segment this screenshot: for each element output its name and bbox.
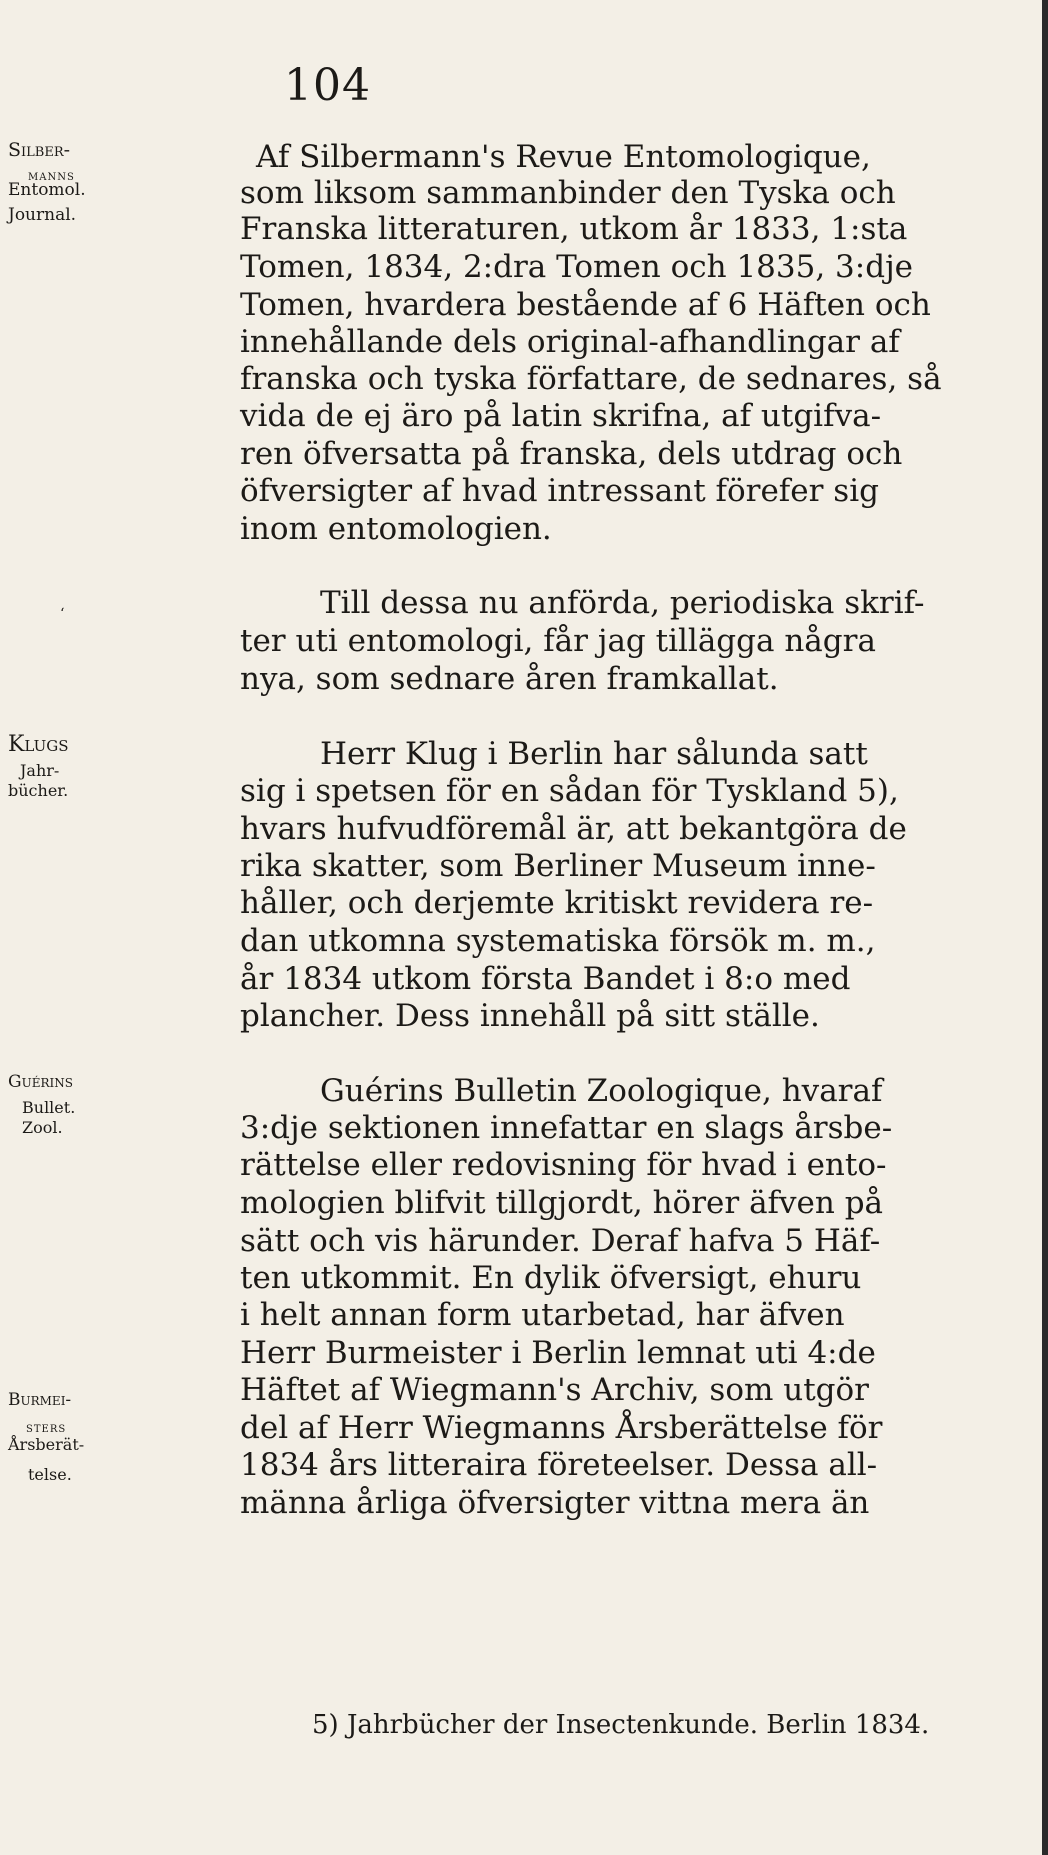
text-line: Herr Klug i Berlin har sålunda satt [320,736,868,772]
margin-note-line: Klugs [8,732,69,757]
margin-note-line: Bullet. [22,1098,76,1117]
page-number: 104 [284,60,371,111]
text-line: sätt och vis härunder. Deraf hafva 5 Häf- [240,1223,881,1259]
text-line: plancher. Dess innehåll på sitt ställe. [240,998,820,1034]
text-line: i helt annan form utarbetad, har äfven [240,1297,845,1333]
text-line: Herr Burmeister i Berlin lemnat uti 4:de [240,1335,876,1371]
stray-mark: ‘ [60,606,65,622]
margin-note-line: telse. [28,1465,72,1484]
margin-note-line: Entomol. [8,180,86,200]
margin-note-line: Burmei- [8,1390,72,1410]
text-line: Franska litteraturen, utkom år 1833, 1:sta [240,211,908,247]
text-line: Af Silbermann's Revue Entomologique, [256,139,871,175]
margin-note-line: Silber- [8,139,71,161]
margin-note-line: Årsberät- [8,1435,85,1454]
margin-note-line: Journal. [8,205,77,225]
text-line: Tomen, 1834, 2:dra Tomen och 1835, 3:dje [240,249,914,285]
text-line: 1834 års litteraira företeelser. Dessa all- [240,1447,878,1483]
margin-note-line: manns [28,168,75,184]
text-line: del af Herr Wiegmanns Årsberättelse för [240,1410,883,1446]
page-edge [1042,0,1048,1855]
text-line: franska och tyska författare, de sednares, så [240,361,942,397]
text-line: dan utkomna systematiska försök m. m., [240,923,876,959]
text-line: håller, och derjemte kritiskt revidera re- [240,885,874,921]
text-line: mologien blifvit tillgjordt, hörer äfven på [240,1185,884,1221]
text-line: 3:dje sektionen innefattar en slags årsbe- [240,1110,893,1146]
text-line: sig i spetsen för en sådan för Tyskland 5), [240,773,899,809]
text-line: öfversigter af hvad intressant förefer sig [240,473,879,509]
text-line: ten utkommit. En dylik öfversigt, ehuru [240,1260,862,1296]
margin-note-line: bücher. [8,781,69,800]
text-line: rättelse eller redovisning för hvad i ento- [240,1147,887,1183]
text-line: inom entomologien. [240,511,552,547]
text-line: hvars hufvudföremål är, att bekantgöra de [240,811,907,847]
text-line: Häftet af Wiegmann's Archiv, som utgör [240,1372,869,1408]
margin-note-line: Zool. [22,1118,63,1137]
text-line: nya, som sednare åren framkallat. [240,661,779,697]
text-line: Tomen, hvardera bestående af 6 Häften och [240,287,931,323]
text-line: vida de ej äro på latin skrifna, af utgifva- [240,398,882,434]
text-line: ren öfversatta på franska, dels utdrag och [240,436,903,472]
text-line: Till dessa nu anförda, periodiska skrif- [320,585,925,621]
text-line: som liksom sammanbinder den Tyska och [240,175,896,211]
text-line: rika skatter, som Berliner Museum inne- [240,848,876,884]
margin-note-line: Guérins [8,1072,73,1092]
footnote: 5) Jahrbücher der Insectenkunde. Berlin 1834. [312,1710,930,1740]
margin-note-line: sters [26,1420,67,1436]
text-line: innehållande dels original-afhandlingar af [240,324,900,360]
text-line: männa årliga öfversigter vittna mera än [240,1485,870,1521]
margin-note-line: Jahr- [20,761,60,780]
text-line: ter uti entomologi, får jag tillägga några [240,623,876,659]
text-line: år 1834 utkom första Bandet i 8:o med [240,961,851,997]
text-line: Guérins Bulletin Zoologique, hvaraf [320,1073,883,1109]
